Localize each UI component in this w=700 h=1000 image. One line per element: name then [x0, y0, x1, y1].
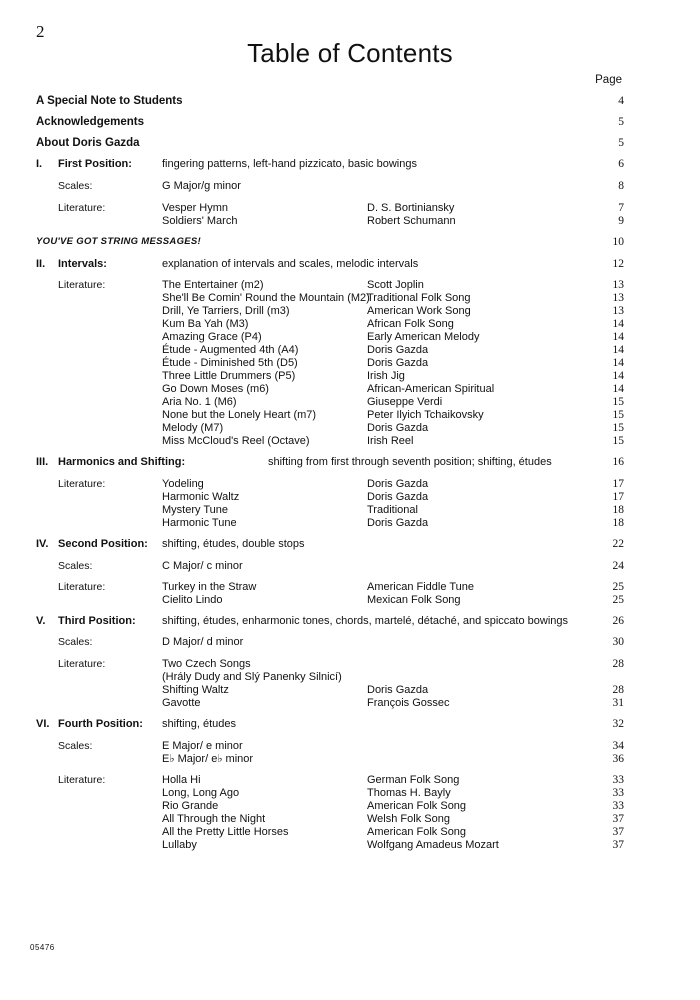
- piece-title: Rio Grande: [162, 800, 219, 812]
- toc-row: [0, 786, 700, 800]
- row-label: Literature:: [58, 581, 106, 593]
- row-label: Scales:: [58, 180, 93, 192]
- section-number: IV.: [36, 538, 49, 550]
- section-number: VI.: [36, 718, 50, 730]
- piece-title: Harmonic Waltz: [162, 491, 240, 503]
- page-ref: 15: [612, 409, 624, 421]
- piece-composer: African Folk Song: [367, 318, 454, 330]
- piece-composer: American Folk Song: [367, 826, 467, 838]
- piece-title: Soldiers' March: [162, 215, 238, 227]
- page-ref: 30: [612, 636, 624, 648]
- piece-composer: Doris Gazda: [367, 517, 429, 529]
- piece-composer: Doris Gazda: [367, 422, 429, 434]
- section-number: I.: [36, 158, 43, 170]
- piece-title: Three Little Drummers (P5): [162, 370, 296, 382]
- piece-title: All Through the Night: [162, 813, 266, 825]
- piece-composer: Peter Ilyich Tchaikovsky: [367, 409, 484, 421]
- piece-composer: Mexican Folk Song: [367, 594, 461, 606]
- piece-title: E♭ Major/ e♭ minor: [162, 753, 254, 765]
- footer-code: 05476: [30, 943, 55, 952]
- piece-title: Étude - Diminished 5th (D5): [162, 357, 298, 369]
- piece-composer: Welsh Folk Song: [367, 813, 450, 825]
- toc-row: [0, 356, 700, 370]
- page-ref: 33: [612, 787, 624, 799]
- page-number: 2: [36, 22, 45, 41]
- page-ref: 24: [612, 560, 624, 572]
- toc-row: [0, 503, 700, 517]
- toc-row: [0, 537, 700, 551]
- piece-title: Cielito Lindo: [162, 594, 223, 606]
- page-ref: 14: [612, 383, 624, 395]
- section-title: Fourth Position:: [58, 718, 143, 730]
- piece-composer: Doris Gazda: [367, 478, 429, 490]
- toc-row: [0, 382, 700, 396]
- toc-row: [0, 408, 700, 422]
- page-ref: 14: [612, 344, 624, 356]
- toc-row: [0, 214, 700, 228]
- row-label: Literature:: [58, 658, 106, 670]
- page-ref: 7: [618, 202, 624, 214]
- page-title: Table of Contents: [247, 38, 453, 68]
- page-ref: 37: [612, 839, 624, 851]
- page-ref: 14: [612, 357, 624, 369]
- toc-row: [0, 136, 700, 150]
- toc-row: [0, 752, 700, 766]
- page-ref: 8: [618, 180, 624, 192]
- section-title: Third Position:: [58, 615, 136, 627]
- page-ref: 37: [612, 826, 624, 838]
- section-title: First Position:: [58, 158, 132, 170]
- piece-composer: Traditional Folk Song: [367, 292, 471, 304]
- section-number: V.: [36, 615, 46, 627]
- piece-composer: Thomas H. Bayly: [367, 787, 451, 799]
- toc-row: [0, 369, 700, 383]
- piece-composer: François Gossec: [367, 697, 450, 709]
- page-column-header: Page: [595, 74, 622, 86]
- page-ref: 15: [612, 396, 624, 408]
- piece-composer: Doris Gazda: [367, 684, 429, 696]
- piece-composer: Doris Gazda: [367, 491, 429, 503]
- piece-composer: Early American Melody: [367, 331, 480, 343]
- row-label: Scales:: [58, 636, 93, 648]
- row-label: Literature:: [58, 202, 106, 214]
- piece-title: Harmonic Tune: [162, 517, 237, 529]
- page-ref: 16: [612, 456, 624, 468]
- toc-row: [0, 477, 700, 491]
- piece-title: She'll Be Comin' Round the Mountain (M2): [162, 292, 370, 304]
- piece-title: Amazing Grace (P4): [162, 331, 262, 343]
- toc-row: [0, 330, 700, 344]
- toc-heading: About Doris Gazda: [36, 137, 140, 149]
- piece-title: Go Down Moses (m6): [162, 383, 269, 395]
- piece-title: Aria No. 1 (M6): [162, 396, 237, 408]
- piece-title: None but the Lonely Heart (m7): [162, 409, 317, 421]
- row-label: Literature:: [58, 279, 106, 291]
- piece-title: Lullaby: [162, 839, 197, 851]
- toc-row: [0, 635, 700, 649]
- piece-title: Miss McCloud's Reel (Octave): [162, 435, 310, 447]
- section-description: shifting, études, double stops: [162, 538, 305, 550]
- piece-title: Gavotte: [162, 697, 201, 709]
- piece-composer: American Folk Song: [367, 800, 467, 812]
- section-description: explanation of intervals and scales, melodic intervals: [162, 258, 419, 270]
- row-label: Literature:: [58, 774, 106, 786]
- page-ref: 25: [612, 581, 624, 593]
- page-ref: 36: [612, 753, 624, 765]
- page-ref: 34: [612, 740, 624, 752]
- toc-row: [0, 317, 700, 331]
- page-ref: 32: [612, 718, 624, 730]
- section-description: shifting, études, enharmonic tones, chords, martelé, détaché, and spiccato bowings: [162, 615, 569, 627]
- section-description: shifting, études: [162, 718, 236, 730]
- toc-row: [0, 235, 700, 249]
- piece-composer: Doris Gazda: [367, 344, 429, 356]
- piece-title: Kum Ba Yah (M3): [162, 318, 249, 330]
- piece-title: Yodeling: [162, 478, 204, 490]
- page-ref: 37: [612, 813, 624, 825]
- piece-title: Two Czech Songs: [162, 658, 251, 670]
- section-number: III.: [36, 456, 49, 468]
- toc-row: [0, 838, 700, 852]
- piece-title: All the Pretty Little Horses: [162, 826, 289, 838]
- toc-row: [0, 799, 700, 813]
- piece-title: Holla Hi: [162, 774, 201, 786]
- page-ref: 9: [618, 215, 624, 227]
- piece-composer: Irish Jig: [367, 370, 405, 382]
- piece-title: Turkey in the Straw: [162, 581, 257, 593]
- piece-composer: American Fiddle Tune: [367, 581, 474, 593]
- page-ref: 13: [612, 292, 624, 304]
- piece-composer: Doris Gazda: [367, 357, 429, 369]
- page-ref: 6: [618, 158, 624, 170]
- toc-row: [0, 717, 700, 731]
- toc-row: [0, 657, 700, 671]
- piece-title: Étude - Augmented 4th (A4): [162, 344, 299, 356]
- piece-composer: Irish Reel: [367, 435, 414, 447]
- page-ref: 25: [612, 594, 624, 606]
- toc-row: [0, 490, 700, 504]
- piece-composer: African-American Spiritual: [367, 383, 495, 395]
- piece-title: Long, Long Ago: [162, 787, 240, 799]
- toc-row: [0, 278, 700, 292]
- toc-row: [0, 434, 700, 448]
- toc-row: [0, 157, 700, 171]
- toc-row: [0, 115, 700, 129]
- toc-row: [0, 696, 700, 710]
- toc-row: [0, 395, 700, 409]
- piece-composer: Robert Schumann: [367, 215, 456, 227]
- page-ref: 13: [612, 279, 624, 291]
- piece-title: Mystery Tune: [162, 504, 229, 516]
- toc-row: [0, 179, 700, 193]
- toc-heading: Acknowledgements: [36, 116, 144, 128]
- piece-composer: Scott Joplin: [367, 279, 424, 291]
- scale-text: C Major/ c minor: [162, 560, 243, 572]
- page-ref: 14: [612, 331, 624, 343]
- piece-title: (Hrály Dudy and Slý Panenky Silnicí): [162, 671, 342, 683]
- page-ref: 18: [612, 504, 624, 516]
- toc-heading: A Special Note to Students: [36, 95, 183, 107]
- piece-composer: Wolfgang Amadeus Mozart: [367, 839, 499, 851]
- piece-composer: Traditional: [367, 504, 418, 516]
- section-title: Intervals:: [58, 258, 107, 270]
- toc-row: [0, 825, 700, 839]
- page-ref: 5: [618, 137, 624, 149]
- page-ref: 31: [612, 697, 624, 709]
- page-ref: 10: [612, 236, 624, 248]
- piece-title: Shifting Waltz: [162, 684, 229, 696]
- toc-row: [0, 343, 700, 357]
- page-ref: 4: [618, 95, 624, 107]
- page-ref: 15: [612, 422, 624, 434]
- page-ref: 26: [612, 615, 624, 627]
- toc-row: [0, 516, 700, 530]
- piece-composer: American Work Song: [367, 305, 471, 317]
- scale-text: E Major/ e minor: [162, 740, 243, 752]
- piece-title: The Entertainer (m2): [162, 279, 264, 291]
- scale-text: G Major/g minor: [162, 180, 241, 192]
- piece-title: Melody (M7): [162, 422, 224, 434]
- scale-text: D Major/ d minor: [162, 636, 244, 648]
- toc-row: [0, 455, 700, 469]
- toc-row: [0, 670, 700, 684]
- toc-row: [0, 812, 700, 826]
- section-number: II.: [36, 258, 46, 270]
- piece-composer: Giuseppe Verdi: [367, 396, 443, 408]
- page-ref: 12: [612, 258, 624, 270]
- page-ref: 18: [612, 517, 624, 529]
- toc-row: [0, 559, 700, 573]
- page-ref: 28: [612, 684, 624, 696]
- toc-row: [0, 773, 700, 787]
- row-label: Scales:: [58, 740, 93, 752]
- toc-row: [0, 94, 700, 108]
- toc-row: [0, 304, 700, 318]
- toc-row: [0, 421, 700, 435]
- toc-heading-fancy: YOU'VE GOT STRING MESSAGES!: [36, 236, 202, 247]
- piece-title: Drill, Ye Tarriers, Drill (m3): [162, 305, 290, 317]
- row-label: Scales:: [58, 560, 93, 572]
- toc-row: [0, 291, 700, 305]
- page-ref: 5: [618, 116, 624, 128]
- section-title: Second Position:: [58, 538, 148, 550]
- piece-composer: German Folk Song: [367, 774, 460, 786]
- section-description: shifting from first through seventh position; shifting, études: [268, 456, 552, 468]
- page-ref: 14: [612, 370, 624, 382]
- page-ref: 15: [612, 435, 624, 447]
- section-description: fingering patterns, left-hand pizzicato, basic bowings: [162, 158, 417, 170]
- toc-row: [0, 580, 700, 594]
- row-label: Literature:: [58, 478, 106, 490]
- page-ref: 17: [612, 491, 624, 503]
- page-ref: 14: [612, 318, 624, 330]
- page-ref: 33: [612, 800, 624, 812]
- toc-row: [0, 614, 700, 628]
- toc-row: [0, 593, 700, 607]
- piece-title: Vesper Hymn: [162, 202, 229, 214]
- toc-row: [0, 257, 700, 271]
- toc-row: [0, 201, 700, 215]
- page-ref: 17: [612, 478, 624, 490]
- section-title: Harmonics and Shifting:: [58, 456, 186, 468]
- page-ref: 28: [612, 658, 624, 670]
- page-ref: 22: [612, 538, 624, 550]
- page-ref: 33: [612, 774, 624, 786]
- page-ref: 13: [612, 305, 624, 317]
- toc-row: [0, 683, 700, 697]
- toc-row: [0, 739, 700, 753]
- piece-composer: D. S. Bortiniansky: [367, 202, 455, 214]
